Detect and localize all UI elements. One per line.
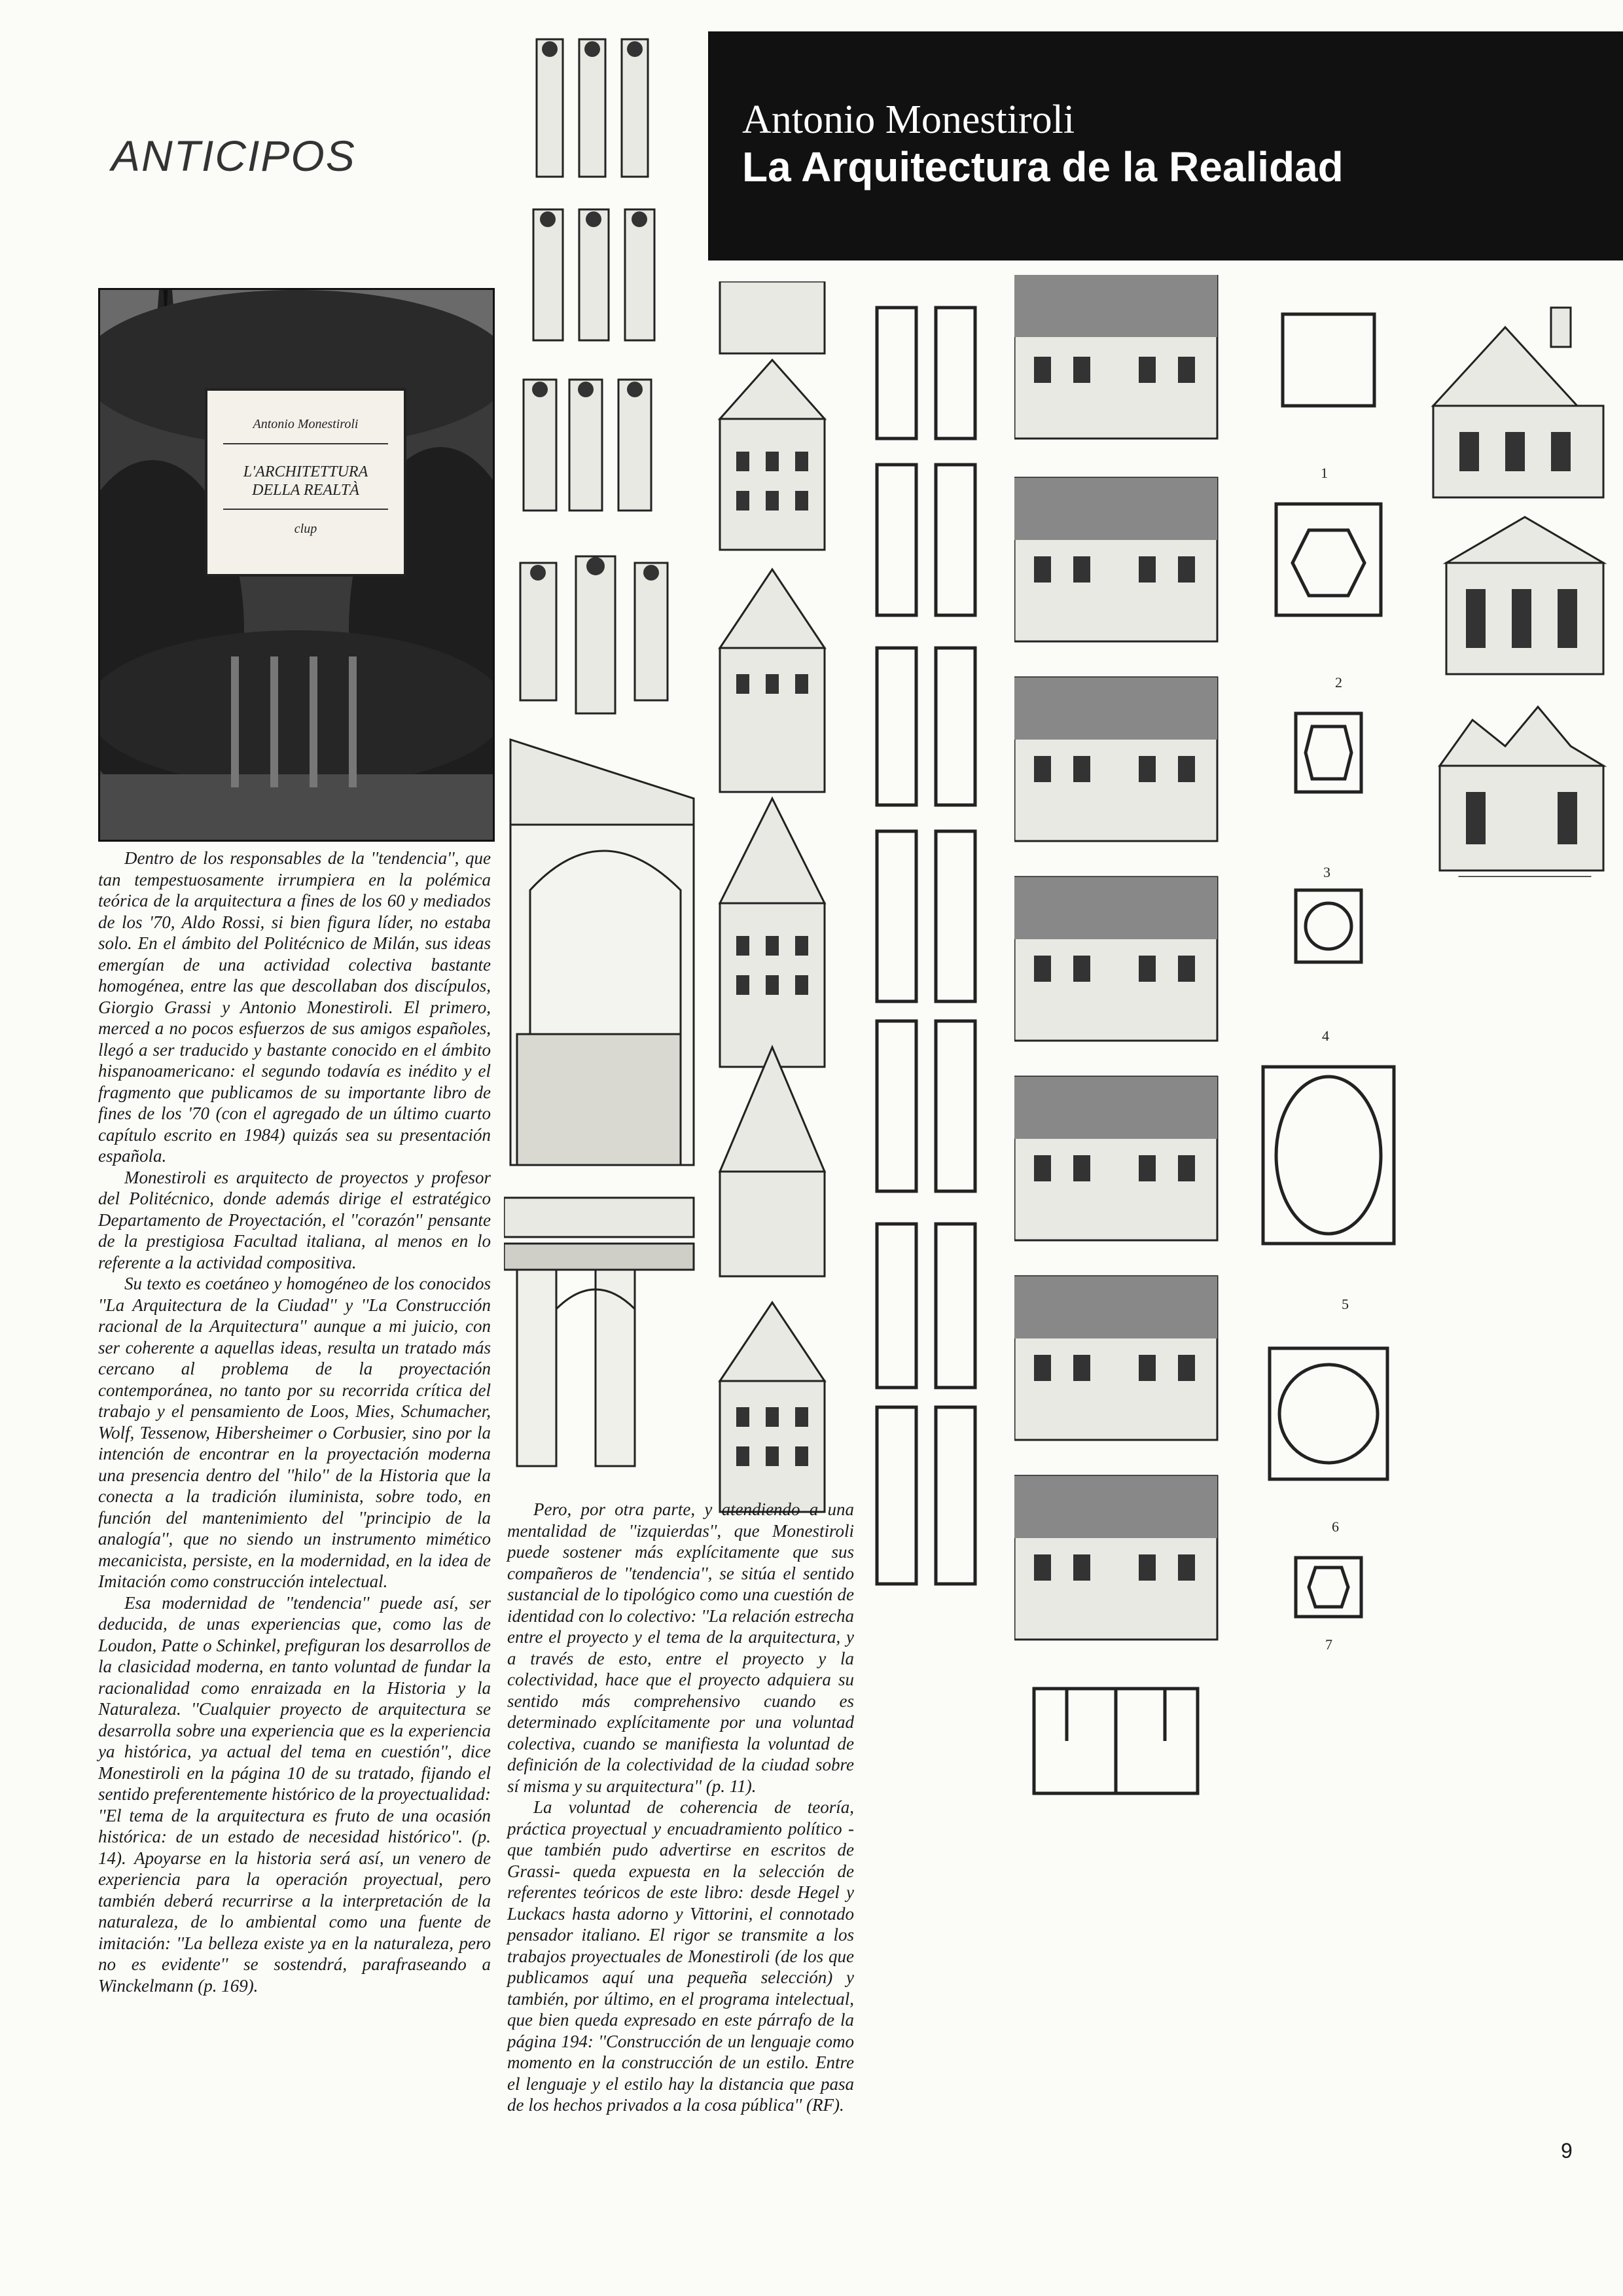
left-text-column bbox=[98, 848, 491, 1996]
title-band bbox=[708, 31, 1623, 260]
book-cover-image bbox=[98, 288, 495, 842]
page-number: 9 bbox=[1561, 2139, 1573, 2162]
book-publisher: clup bbox=[294, 522, 317, 536]
book-title-line2: DELLA REALTÀ bbox=[252, 482, 359, 499]
paragraph: Esa modernidad de ''tendencia'' puede así, ser deducida, de unas experiencias que, como las de Loudon, Patte o Schinkel, prefiguran los desarrollos de la clasicidad moderna, en tanto voluntad de fundar la racionalidad como enraizada en la Historia y la Naturaleza. ''Cualquier proyecto de arquitectura se desarrolla sobre una experiencia que es la experiencia ya histórica, ya actual del tema en cuestión'', dice Monestiroli en la página 10 de su tratado, fijando el sentido preferentemente histórico de la proyectualidad: ''El tema de la arquitectura es fruto de una ocasión histórica: de un estado de necesidad histórico''. (p. 14). Apoyarse en la historia será así, un venero de experiencia para la operación proyectual, pero también deberá recurrirse a la interpretación de la naturaleza, de lo ambiental como una fuente de imitación: ''La belleza existe ya en la naturaleza, pero no es evidente'' se sostendrá, parafraseando a Winckelmann (p. 169). bbox=[98, 1592, 491, 1996]
article-title: La Arquitectura de la Realidad bbox=[742, 143, 1344, 190]
book-author: Antonio Monestiroli bbox=[253, 417, 359, 431]
pavilion-perspectives-figure bbox=[1420, 288, 1623, 877]
house-plans-figure bbox=[864, 295, 995, 1604]
paragraph: Su texto es coetáneo y homogéneo de los conocidos ''La Arquitectura de la Ciudad'' y ''La Construcción racional de la Arquitectura'' aunque a mi juicio, con ser coherente a aquellas ideas, resulta un tratado más cercano al problema de la proyectación contemporánea, no tanto por su recorrida crítica del trabajo y el pensamiento de Loos, Mies, Schumacher, Wolf, Tessenow, Hibersheimer o Corbusier, sino por la intención de encontrar en la proyectación moderna una presencia dentro del ''hilo'' de la Historia que la conecta a la tradición iluminista, sobre todo, en función del mantenimiento del ''principio de la analogía'', que no siendo un instrumento mimético mecanicista, persiste, en la modernidad, en la idea de Imitación como construcción intelectual. bbox=[98, 1274, 491, 1591]
author-name: Antonio Monestiroli bbox=[742, 98, 1075, 142]
figure-number: 5 bbox=[1342, 1296, 1349, 1312]
pavilion-plans-figure bbox=[1243, 288, 1414, 1676]
paragraph: La voluntad de coherencia de teoría, práctica proyectual y encuadramiento político -que también pudo advertirse en escritos de Grassi- queda expuesta en la selección de referentes teóricos de este libro: desde Hegel y Luckacs hasta adorno y Vittorini, el connotado pensador italiano. El rigor se transmite a los trabajos proyectuales de Monestiroli (de los que publicamos aquí una pequeña selección) y también, por último, en el programa intelectual, que bien queda expresado en este párrafo de la página 194: ''Construcción de un lenguaje como momento en la construcción de un estilo. Entre el lenguaje y el estilo hay la distancia que pasa de los hechos privados a la cosa pública'' (RF). bbox=[507, 1797, 854, 2115]
book-title bbox=[207, 463, 404, 499]
book-title-line1: L'ARCHITETTURA bbox=[243, 463, 368, 480]
house-elevations-figure bbox=[1014, 275, 1230, 1669]
figure-number: 2 bbox=[1335, 674, 1342, 691]
label-rule bbox=[223, 509, 388, 510]
figure-number: 7 bbox=[1325, 1636, 1332, 1653]
floor-plan-figure bbox=[1027, 1676, 1204, 1806]
gabled-houses-figure bbox=[707, 281, 838, 1525]
section-label: ANTICIPOS bbox=[111, 132, 356, 180]
paragraph: Pero, por otra parte, y atendiendo a una mentalidad de ''izquierdas'', que Monestiroli puede sostener más explícitamente que sus compañeros de ''tendencia'', se sitúa el sentido sustancial de lo tipológico como una cuestión de identidad con lo colectivo: ''La relación estrecha entre el proyecto y el tema de la arquitectura, y a través de esto, entre el proyecto y la colectividad, hace que el proyecto adquiera su sentido más comprehensivo cuando es determinado explícitamente por una voluntad colectiva, cuando se manifiesta la voluntad de definición de la colectividad de la ciudad sobre sí misma y su arquitectura'' (p. 11). bbox=[507, 1499, 854, 1796]
book-label bbox=[205, 388, 406, 577]
figure-number: 1 bbox=[1321, 465, 1328, 481]
statues-column-figure bbox=[504, 26, 700, 1486]
paragraph: Monestiroli es arquitecto de proyectos y profesor del Politécnico, donde además dirige el estratégico Departamento de Proyectación, el ''corazón'' pensante de la prestigiosa Facultad italiana, al menos en lo referente a la actividad compositiva. bbox=[98, 1167, 491, 1272]
figure-number: 3 bbox=[1323, 864, 1330, 880]
label-rule bbox=[223, 443, 388, 444]
figure-number: 6 bbox=[1332, 1518, 1339, 1535]
figure-number: 4 bbox=[1322, 1028, 1329, 1044]
right-text-column bbox=[507, 1499, 854, 2116]
paragraph: Dentro de los responsables de la ''tendencia'', que tan tempestuosamente irrumpiera en la polémica teórica de la arquitectura a fines de los 60 y mediados de los '70, Aldo Rossi, si bien figura líder, no estaba solo. En el ámbito del Politécnico de Milán, sus ideas emergían de una actividad colectiva bastante homogénea, entre las que descollaban dos discípulos, Giorgio Grassi y Antonio Monestiroli. El primero, merced a no pocos esfuerzos de sus amigos españoles, llegó a ser traducido y bastante conocido en el ámbito hispanoamericano: el segundo todavía es inédito y el fragmento que publicamos de su importante libro de fines de los '70 (con el agregado de un último cuarto capítulo escrito en 1984) quizás sea su presentación española. bbox=[98, 848, 491, 1166]
